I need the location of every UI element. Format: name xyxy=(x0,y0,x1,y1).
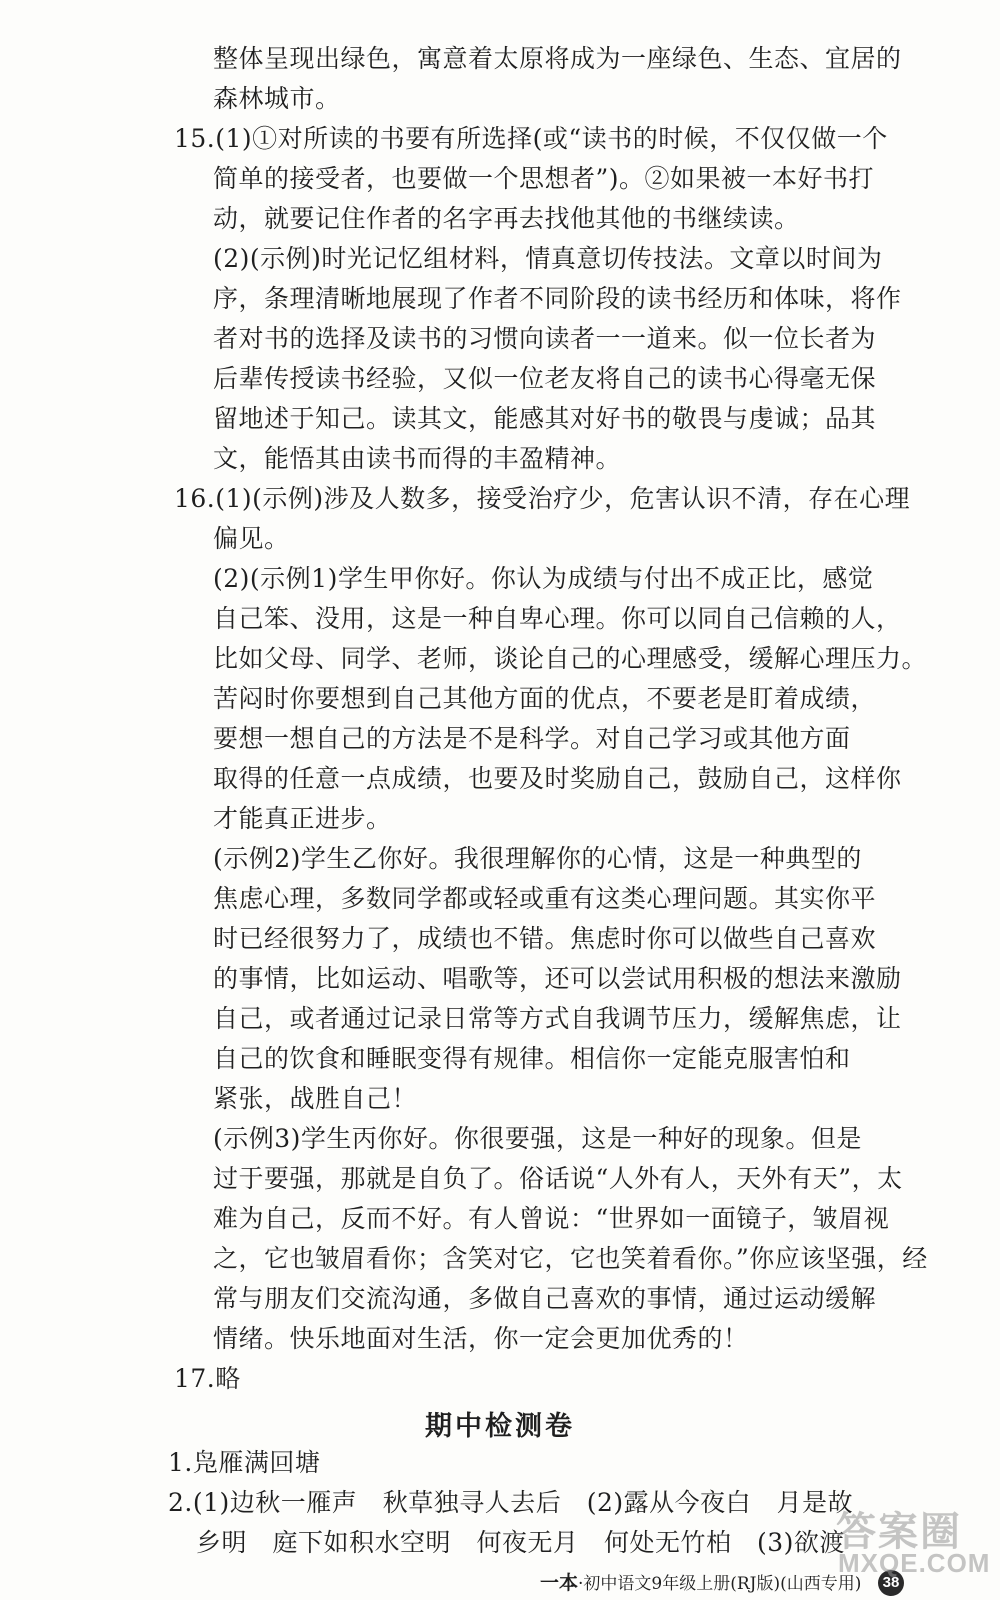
text-line: 偏见。 xyxy=(213,524,290,553)
page-footer xyxy=(540,1572,861,1595)
text-line: 要想一想自己的方法是不是科学。对自己学习或其他方面 xyxy=(213,724,851,753)
text-line: 时已经很努力了，成绩也不错。焦虑时你可以做些自己喜欢 xyxy=(213,924,877,953)
text-line: 情绪。快乐地面对生活，你一定会更加优秀的！ xyxy=(213,1324,749,1353)
text-line: 取得的任意一点成绩，也要及时奖励自己，鼓励自己，这样你 xyxy=(213,764,902,793)
text-line: (示例2)学生乙你好。我很理解你的心情，这是一种典型的 xyxy=(213,844,862,873)
text-line: 才能真正进步。 xyxy=(213,804,392,833)
answer-15-line: 15.(1)①对所读的书要有所选择(或“读书的时候，不仅仅做一个 xyxy=(174,124,888,153)
text-line: 乡明 庭下如积水空明 何夜无月 何处无竹柏 (3)欲渡 xyxy=(196,1528,845,1557)
text-line: 过于要强，那就是自负了。俗话说“人外有人，天外有天”，太 xyxy=(213,1164,903,1193)
text-line: 森林城市。 xyxy=(213,84,341,113)
text-line: (2)(示例)时光记忆组材料，情真意切传技法。文章以时间为 xyxy=(213,244,883,273)
text-line: 紧张，战胜自己！ xyxy=(213,1084,418,1113)
text-line: 自己笨、没用，这是一种自卑心理。你可以同自己信赖的人， xyxy=(213,604,902,633)
text-line: 难为自己，反而不好。有人曾说：“世界如一面镜子，皱眉视 xyxy=(213,1204,890,1233)
answer-1-line: 1.凫雁满回塘 xyxy=(168,1448,321,1477)
page-number-badge: 38 xyxy=(878,1570,904,1596)
text-line: 文，能悟其由读书而得的丰盈精神。 xyxy=(213,444,622,473)
text-line: 苦闷时你要想到自己其他方面的优点，不要老是盯着成绩， xyxy=(213,684,877,713)
text-line: 后辈传授读书经验，又似一位老友将自己的读书心得毫无保 xyxy=(213,364,877,393)
watermark-logo: 答案圈 xyxy=(836,1509,962,1555)
footer-brand: 一本 xyxy=(540,1572,579,1594)
watermark-url: MXQE.COM xyxy=(838,1548,991,1578)
text-line: 者对书的选择及读书的习惯向读者一一道来。似一位长者为 xyxy=(213,324,877,353)
text-line: 序，条理清晰地展现了作者不同阶段的读书经历和体味，将作 xyxy=(213,284,902,313)
answer-16-line: 16.(1)(示例)涉及人数多，接受治疗少，危害认识不清，存在心理 xyxy=(174,484,911,513)
text-line: 留地述于知己。读其文，能感其对好书的敬畏与虔诚；品其 xyxy=(213,404,877,433)
text-line: 焦虑心理，多数同学都或轻或重有这类心理问题。其实你平 xyxy=(213,884,877,913)
text-line: 整体呈现出绿色，寓意着太原将成为一座绿色、生态、宜居的 xyxy=(213,44,902,73)
text-line: 常与朋友们交流沟通，多做自己喜欢的事情，通过运动缓解 xyxy=(213,1284,877,1313)
text-line: 自己，或者通过记录日常等方式自我调节压力，缓解焦虑，让 xyxy=(213,1004,902,1033)
text-line: 简单的接受者，也要做一个思想者”)。②如果被一本好书打 xyxy=(213,164,875,193)
text-line: 自己的饮食和睡眠变得有规律。相信你一定能克服害怕和 xyxy=(213,1044,851,1073)
text-line: (2)(示例1)学生甲你好。你认为成绩与付出不成正比，感觉 xyxy=(213,564,874,593)
answer-2-line: 2.(1)边秋一雁声 秋草独寻人去后 (2)露从今夜白 月是故 xyxy=(168,1488,854,1517)
text-line: 比如父母、同学、老师，谈论自己的心理感受，缓解心理压力。 xyxy=(213,644,928,673)
answer-17-line: 17.略 xyxy=(174,1364,241,1393)
section-title: 期中检测卷 xyxy=(425,1411,575,1442)
text-line: 之，它也皱眉看你；含笑对它，它也笑着看你。”你应该坚强，经 xyxy=(213,1244,928,1273)
text-line: (示例3)学生丙你好。你很要强，这是一种好的现象。但是 xyxy=(213,1124,862,1153)
footer-text: ·初中语文9年级上册(RJ版)(山西专用) xyxy=(578,1574,862,1594)
text-line: 的事情，比如运动、唱歌等，还可以尝试用积极的想法来激励 xyxy=(213,964,902,993)
text-line: 动，就要记住作者的名字再去找他其他的书继续读。 xyxy=(213,204,800,233)
